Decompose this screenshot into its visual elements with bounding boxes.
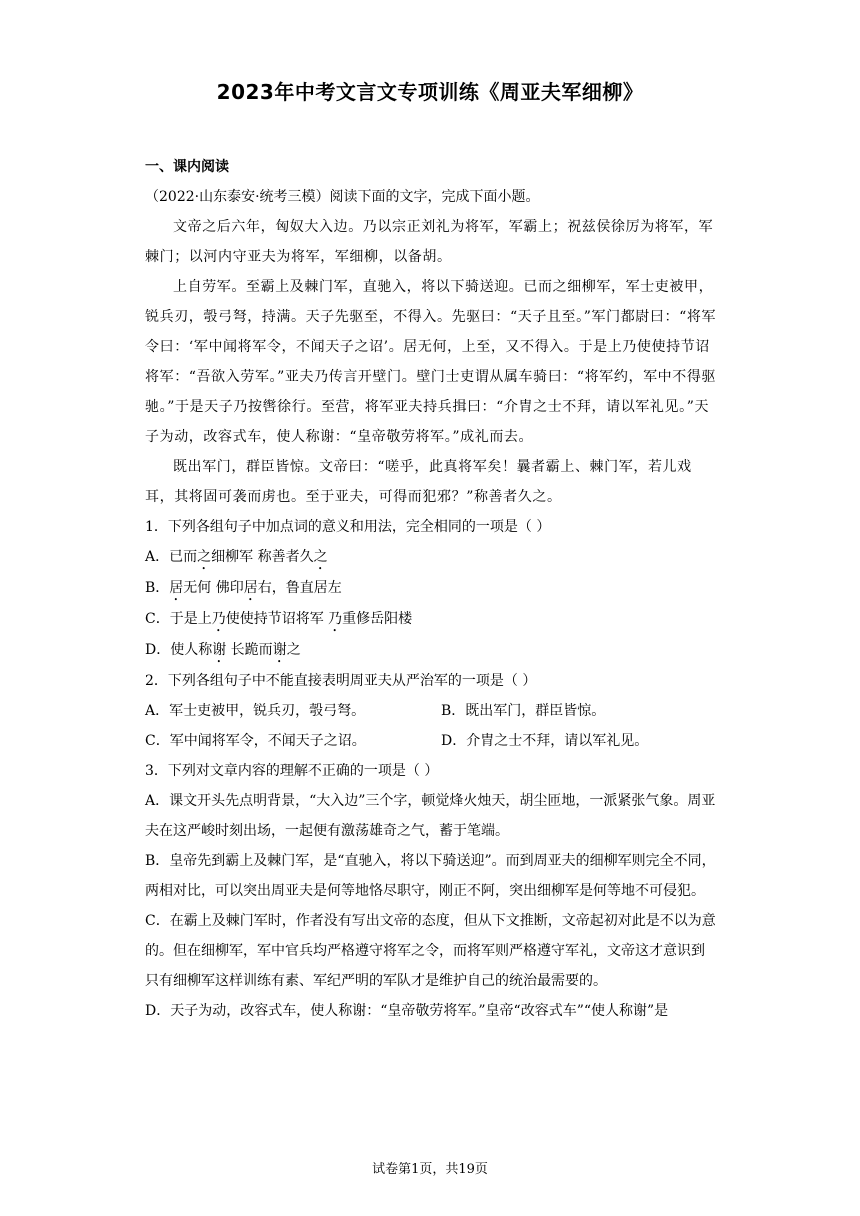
question-1-stem: 1．下列各组句子中加点词的意义和用法，完全相同的一项是（ ） (145, 519, 551, 535)
question-3-option-c: C．在霸上及棘门军时，作者没有写出文帝的态度，但从下文推断，文帝起初对此是不以为意的。但在细柳军，军中官兵均严格遵守将军之令，而将军则严格遵守军礼，文帝这才意识到只有细柳军这样训练有素、军纪严明的军队才是维护自己的统治最需要的。 (145, 913, 716, 989)
question-3-option-a: A．课文开头先点明背景，“大入边”三个字，顿觉烽火烛天，胡尘匝地，一派紧张气象。周亚夫在这严峻时刻出场，一起便有激荡雄奇之气，蓄于笔端。 (145, 793, 716, 839)
passage-paragraph-1: 文帝之后六年，匈奴大入边。乃以宗正刘礼为将军，军霸上；祝兹侯徐厉为将军，军棘门；以河内守亚夫为将军，军细柳，以备胡。 (145, 219, 714, 265)
emphasis-mark: 谢 (272, 642, 287, 658)
question-1-option-d: D．使人称谢 长跪而谢之 (145, 642, 301, 658)
emphasis-mark: 之 (197, 549, 212, 565)
question-2-options-row-2 (145, 726, 717, 756)
question-1-option-b: B．居无何 佛印居右，鲁直居左 (145, 580, 342, 596)
emphasis-mark: 乃 (328, 611, 343, 627)
question-2-option-c: C．军中闻将军令，不闻天子之诏。 (145, 733, 366, 749)
question-2-options-row-1 (145, 696, 717, 726)
passage-paragraph-2: 上自劳军。至霸上及棘门军，直驰入，将以下骑送迎。已而之细柳军，军士吏被甲，锐兵刃，彀弓弩，持满。天子先驱至，不得入。先驱曰：“天子且至。”军门都尉曰：“将军令曰：‘军中闻将军令，不闻天子之诏’。居无何，上至，又不得入。于是上乃使使持节诏将军：“吾欲入劳军。”亚夫乃传言开壁门。壁门士吏谓从属车骑曰：“将军约，军中不得驱驰。”于是天子乃按辔徐行。至营，将军亚夫持兵揖曰：“介胄之士不拜，请以军礼见。”天子为动，改容式车，使人称谢：“皇帝敬劳将军。”成礼而去。 (145, 279, 717, 445)
page-title: 2023年中考文言文专项训练《周亚夫军细柳》 (216, 80, 644, 104)
emphasis-mark: 居 (169, 580, 184, 596)
document-body (145, 152, 717, 1026)
question-2-option-d: D．介胄之士不拜，请以军礼见。 (441, 733, 649, 749)
source-note: （2022·山东泰安·统考三模）阅读下面的文字，完成下面小题。 (145, 189, 540, 205)
question-1-option-c: C．于是上乃使使持节诏将军 乃重修岳阳楼 (145, 611, 413, 627)
emphasis-mark: 居 (243, 580, 258, 596)
emphasis-mark: 谢 (212, 642, 227, 658)
passage-paragraph-3: 既出军门，群臣皆惊。文帝曰：“嗟乎，此真将军矣！曩者霸上、棘门军，若儿戏耳，其将固可袭而虏也。至于亚夫，可得而犯邪？”称善者久之。 (145, 459, 692, 505)
emphasis-mark: 之 (313, 549, 328, 565)
section-heading: 一、课内阅读 (145, 159, 229, 175)
question-1-option-a: A．已而之细柳军 称善者久之 (145, 549, 328, 565)
question-2-stem: 2．下列各组句子中不能直接表明周亚夫从严治军的一项是（ ） (145, 673, 537, 689)
question-3-option-d: D．天子为动，改容式车，使人称谢：“皇帝敬劳将军。”皇帝“改容式车”“使人称谢”是 (145, 1003, 669, 1019)
page-footer: 试卷第1页，共19页 (372, 1162, 488, 1177)
question-3-option-b: B．皇帝先到霸上及棘门军，是“直驰入，将以下骑送迎”。而到周亚夫的细柳军则完全不同，两相对比，可以突出周亚夫是何等地恪尽职守，刚正不阿，突出细柳军是何等地不可侵犯。 (145, 853, 716, 899)
question-2-option-a: A．军士吏被甲，锐兵刃，彀弓弩。 (145, 703, 366, 719)
emphasis-mark: 乃 (211, 611, 226, 627)
question-3-stem: 3．下列对文章内容的理解不正确的一项是（ ） (145, 763, 439, 779)
question-2-option-b: B．既出军门，群臣皆惊。 (441, 703, 606, 719)
